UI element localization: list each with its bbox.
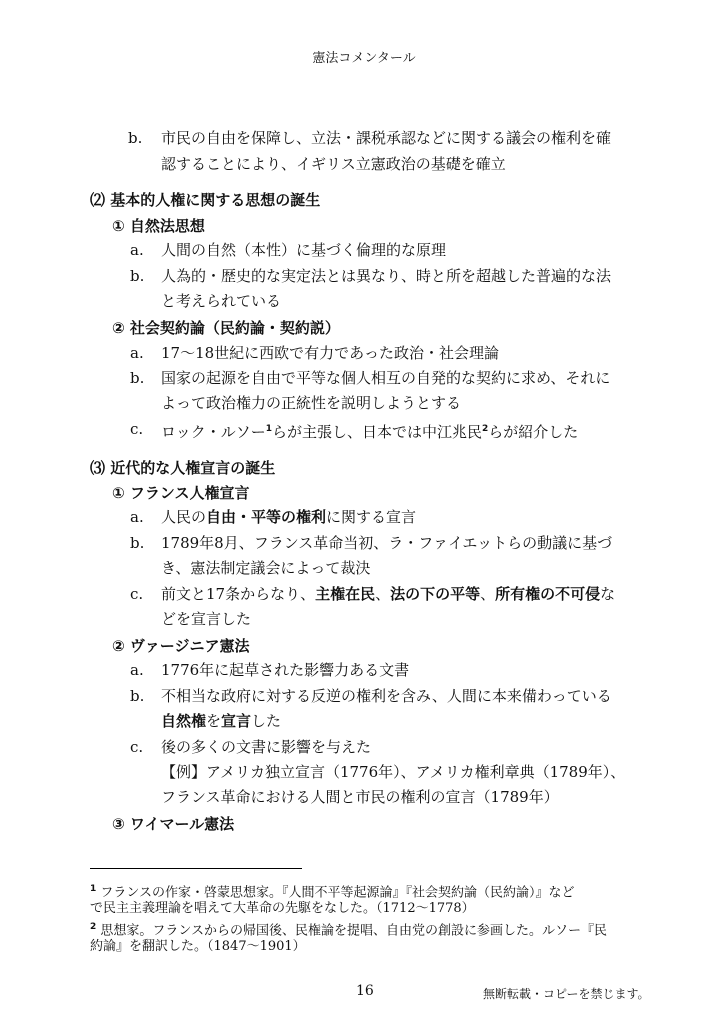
emphasis-text: 法の下の平等 <box>390 585 481 603</box>
emphasis-text: 主権在民 <box>315 585 376 603</box>
list-marker: b. <box>130 687 145 705</box>
running-header: 憲法コメンタール <box>312 51 416 66</box>
list-marker: c. <box>130 738 144 756</box>
body-line: 1776年に起草された影響力ある文書 <box>161 661 410 679</box>
body-text: に関する宣言 <box>326 508 417 526</box>
list-marker: c. <box>130 585 144 603</box>
list-marker: a. <box>130 241 144 259</box>
footnote-text: フランスの作家・啓蒙思想家。『人間不平等起源論』『社会契約論（民約論）』など <box>96 885 575 901</box>
subsection-heading: ① 自然法思想 <box>112 217 205 235</box>
footnote-ref-1: 1 <box>265 424 272 434</box>
body-text: した <box>251 712 282 730</box>
page-number: 16 <box>356 983 374 999</box>
emphasis-text: 宣言 <box>221 712 252 730</box>
body-line: 後の多くの文書に影響を与えた <box>161 738 372 756</box>
subsection-heading: ① フランス人権宣言 <box>112 484 250 502</box>
emphasis-text: 所有権の不可侵 <box>495 585 601 603</box>
section-heading: ⑶ 近代的な人権宣言の誕生 <box>90 459 276 477</box>
footnote-divider <box>90 868 302 869</box>
body-line: 人為的・歴史的な実定法とは異なり、時と所を超越した普遍的な法 <box>161 267 612 285</box>
footnote-ref-2: 2 <box>481 424 489 434</box>
list-marker: b. <box>128 129 143 147</box>
body-line: 国家の起源を自由で平等な個人相互の自発的な契約に求め、それに <box>161 369 611 387</box>
body-text: 、 <box>375 585 391 603</box>
body-text: らが紹介した <box>488 423 579 441</box>
subsection-heading: ③ ワイマール憲法 <box>112 815 235 833</box>
body-text: 人民の <box>161 508 207 526</box>
example-line: フランス革命における人間と市民の権利の宣言（1789年） <box>161 788 559 806</box>
body-line: 17～18世紀に西欧で有力であった政治・社会理論 <box>161 344 500 362</box>
example-line: 【例】アメリカ独立宣言（1776年）、アメリカ権利章典（1789年）、 <box>161 763 626 781</box>
emphasis-text: 自然権 <box>161 712 207 730</box>
body-line <box>161 584 615 604</box>
body-line: よって政治権力の正統性を説明しようとする <box>161 394 462 412</box>
copyright-notice: 無断転載・コピーを禁じます。 <box>483 987 650 1001</box>
footnote-2-cont: 約論』を翻訳した。（1847～1901） <box>90 939 306 954</box>
list-marker: a. <box>130 661 144 679</box>
footnote-text: 思想家。フランスからの帰国後、民権論を提唱、自由党の創設に参画した。ルソー『民 <box>96 923 608 939</box>
list-marker: b. <box>130 534 145 552</box>
subsection-heading: ② ヴァージニア憲法 <box>112 637 250 655</box>
body-line: と考えられている <box>161 292 282 310</box>
body-line: 1789年8月、フランス革命当初、ラ・ファイエットらの動議に基づ <box>161 534 613 552</box>
body-line: 市民の自由を保障し、立法・課税承認などに関する議会の権利を確 <box>161 129 612 147</box>
list-marker: b. <box>130 369 145 387</box>
body-text: 、 <box>480 585 496 603</box>
footnote-number: 1 <box>90 884 97 894</box>
emphasis-text: 自由・平等の権利 <box>206 508 327 526</box>
body-text: 前文と17条からなり、 <box>161 585 316 603</box>
body-line: 人間の自然（本性）に基づく倫理的な原理 <box>161 241 447 259</box>
body-line <box>161 419 578 442</box>
body-line: き、憲法制定議会によって裁決 <box>161 559 371 577</box>
body-text: らが主張し、日本では中江兆民 <box>271 423 482 441</box>
body-line: 認することにより、イギリス立憲政治の基礎を確立 <box>161 155 506 173</box>
section-heading: ⑵ 基本的人権に関する思想の誕生 <box>90 191 321 209</box>
body-line: どを宣言した <box>161 610 252 628</box>
body-text: な <box>600 585 616 603</box>
body-line <box>161 507 416 527</box>
body-line <box>161 711 281 731</box>
list-marker: a. <box>130 508 144 526</box>
list-marker: c. <box>130 420 144 438</box>
body-line: 不相当な政府に対する反逆の権利を含み、人間に本来備わっている <box>161 687 612 705</box>
subsection-heading: ② 社会契約論（民約論・契約説） <box>112 319 340 337</box>
body-text: ロック・ルソー <box>161 423 266 441</box>
body-text: を <box>206 712 222 730</box>
list-marker: a. <box>130 344 144 362</box>
list-marker: b. <box>130 267 145 285</box>
footnote-number: 2 <box>90 922 97 932</box>
footnote-1-cont: で民主主義理論を唱えて大革命の先駆をなした。（1712～1778） <box>90 901 475 916</box>
